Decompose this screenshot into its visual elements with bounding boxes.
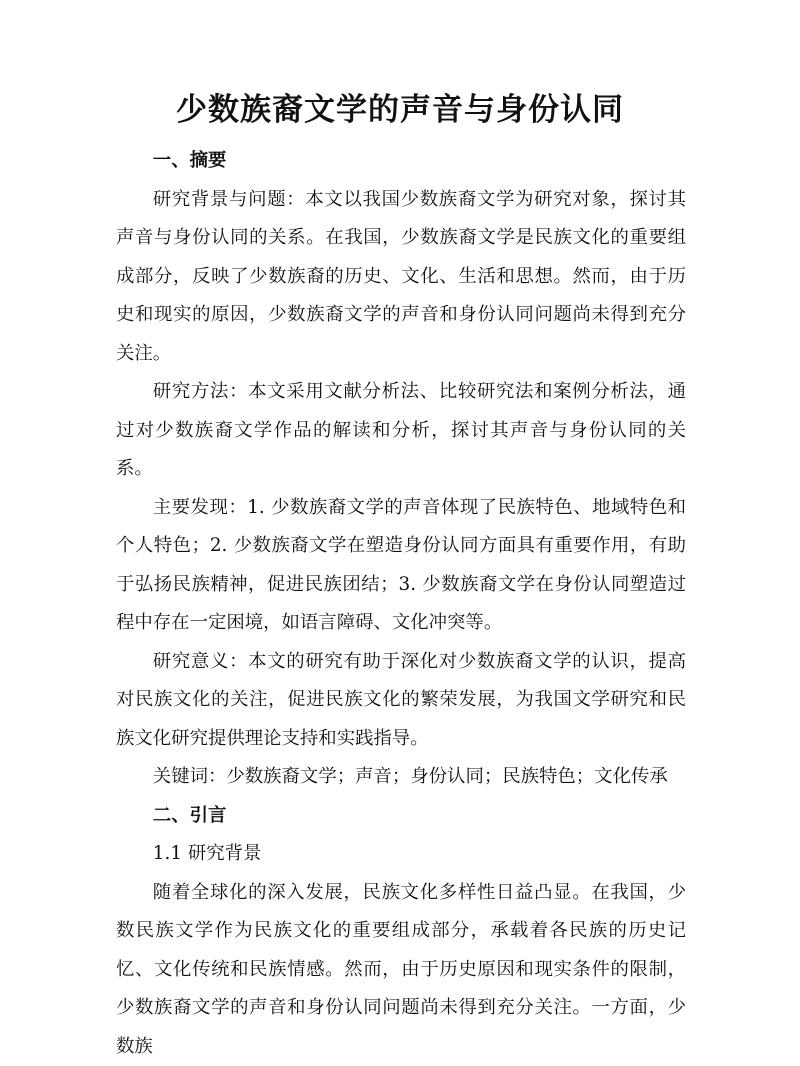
- paragraph-keywords: 关键词：少数族裔文学；声音；身份认同；民族特色；文化传承: [116, 758, 686, 797]
- section-heading-introduction: 二、引言: [116, 797, 686, 836]
- section-heading-abstract: 一、摘要: [116, 142, 686, 181]
- paragraph-methods: 研究方法：本文采用文献分析法、比较研究法和案例分析法，通过对少数族裔文学作品的解读和分析，探讨其声音与身份认同的关系。: [116, 373, 686, 489]
- paragraph-significance: 研究意义：本文的研究有助于深化对少数族裔文学的认识，提高对民族文化的关注，促进民族文化的繁荣发展，为我国文学研究和民族文化研究提供理论支持和实践指导。: [116, 643, 686, 759]
- subsection-heading-background: 1.1 研究背景: [116, 835, 686, 874]
- document-body: [116, 142, 686, 1066]
- paragraph-background: 研究背景与问题：本文以我国少数族裔文学为研究对象，探讨其声音与身份认同的关系。在我国，少数族裔文学是民族文化的重要组成部分，反映了少数族裔的历史、文化、生活和思想。然而，由于历史和现实的原因，少数族裔文学的声音和身份认同问题尚未得到充分关注。: [116, 181, 686, 374]
- document-title: 少数族裔文学的声音与身份认同: [0, 88, 800, 132]
- paragraph-introduction: 随着全球化的深入发展，民族文化多样性日益凸显。在我国，少数民族文学作为民族文化的重要组成部分，承载着各民族的历史记忆、文化传统和民族情感。然而，由于历史原因和现实条件的限制，少数族裔文学的声音和身份认同问题尚未得到充分关注。一方面，少数族: [116, 874, 686, 1066]
- paragraph-findings: 主要发现：1. 少数族裔文学的声音体现了民族特色、地域特色和个人特色；2. 少数族裔文学在塑造身份认同方面具有重要作用，有助于弘扬民族精神，促进民族团结；3. 少数族裔文学在身份认同塑造过程中存在一定困境，如语言障碍、文化冲突等。: [116, 489, 686, 643]
